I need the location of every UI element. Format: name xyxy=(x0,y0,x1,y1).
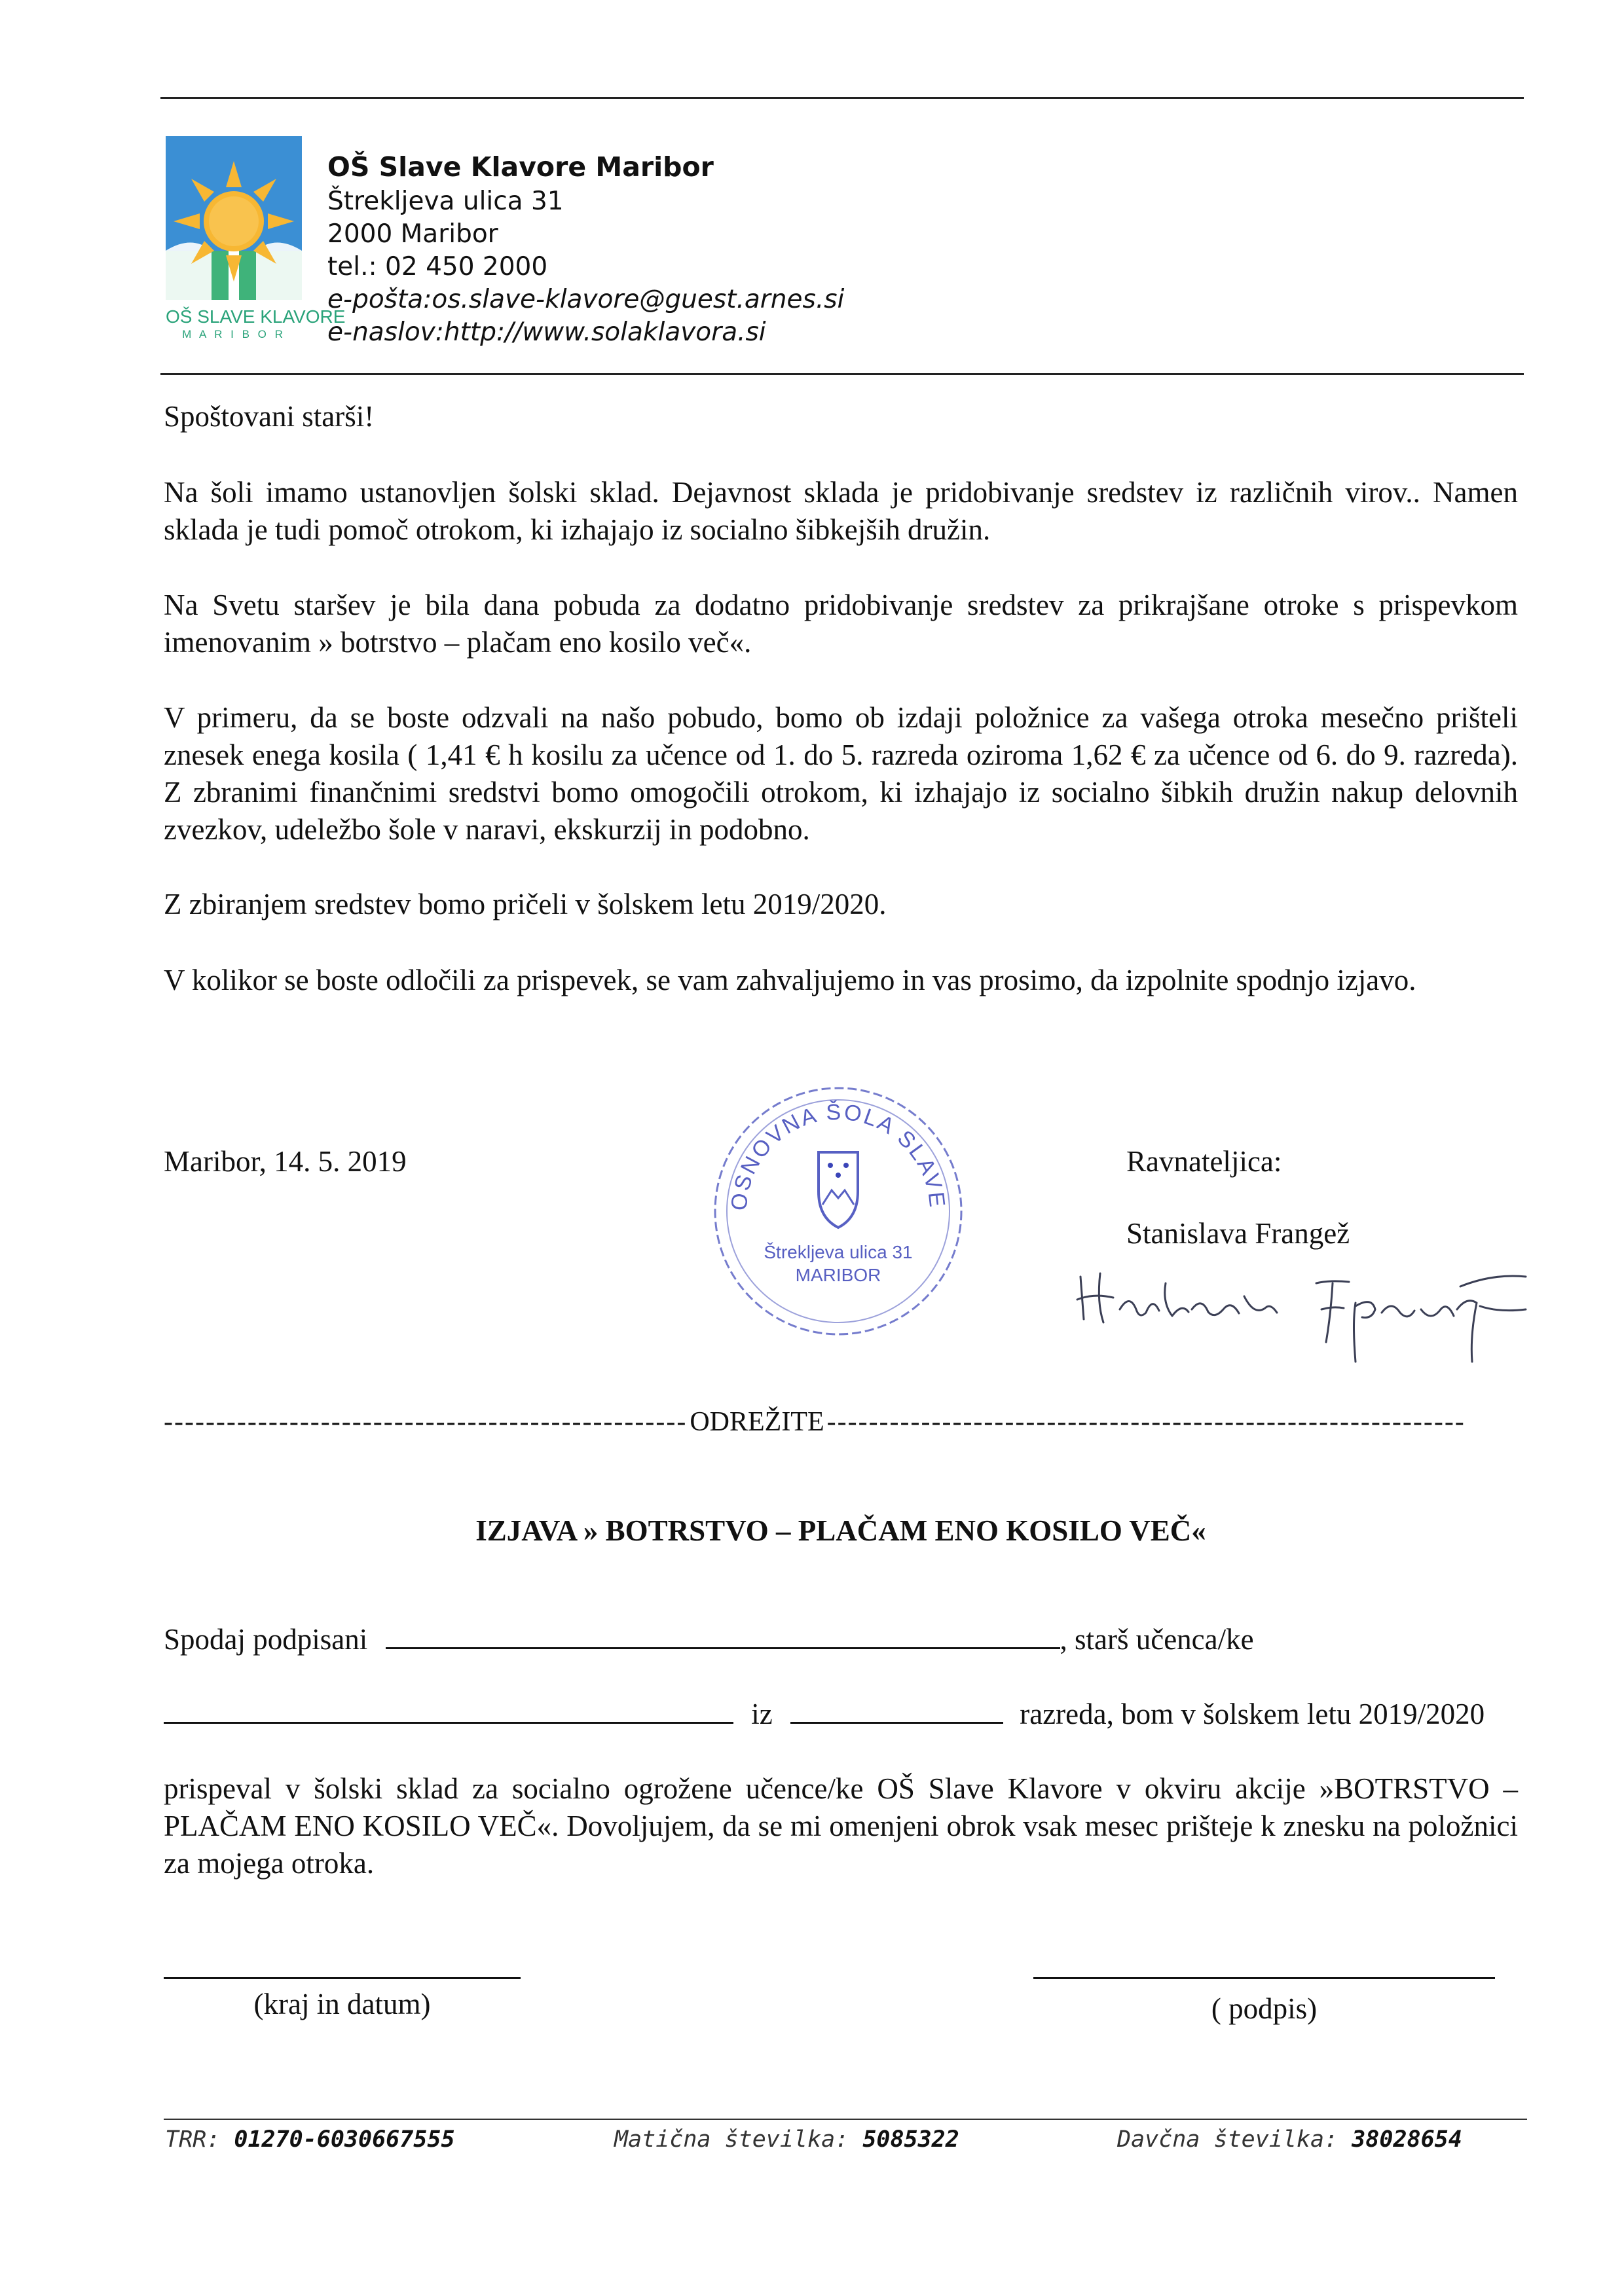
letter-paragraph: Z zbiranjem sredstev bomo pričeli v šolskem letu 2019/2020. xyxy=(164,888,887,920)
footer-tax-number xyxy=(1117,2126,1462,2153)
signature-field[interactable] xyxy=(1033,1977,1495,1979)
student-name-field[interactable] xyxy=(164,1697,733,1724)
class-field[interactable] xyxy=(790,1697,1003,1724)
letter-paragraph: Na Svetu staršev je bila dana pobuda za dodatno pridobivanje sredstev za prikrajšane otroke s prispevkom imenovanim » botrstvo – plačam eno kosilo več«. xyxy=(164,589,1518,659)
school-email: e-pošta:os.slave-klavore@guest.arnes.si xyxy=(327,285,845,314)
school-website: e-naslov:http://www.solaklavora.si xyxy=(327,318,766,347)
logo-text-city: M A R I B O R xyxy=(182,328,286,340)
footer-bank-account xyxy=(165,2126,455,2153)
statement-title: IZJAVA » BOTRSTVO – PLAČAM ENO KOSILO VEČ« xyxy=(475,1514,1206,1547)
letter-paragraph: Na šoli imamo ustanovljen šolski sklad. Dejavnost sklada je pridobivanje sredstev iz različnih virov.. Namen sklada je tudi pomoč otrokom, ki izhajajo iz socialno šibkejših družin. xyxy=(164,476,1518,546)
class-of-label: iz xyxy=(751,1698,773,1730)
stamp-seal-icon xyxy=(701,1074,976,1349)
statement-line-2 xyxy=(164,1697,1518,1731)
header-bottom-rule xyxy=(160,373,1524,375)
stamp-street: Štrekljeva ulica 31 xyxy=(764,1242,913,1262)
tax-label: Davčna številka: xyxy=(1117,2126,1338,2153)
greeting: Spoštovani starši! xyxy=(164,400,375,433)
school-stamp xyxy=(701,1074,976,1349)
handwritten-signature xyxy=(1074,1257,1532,1368)
signature-scribble-icon xyxy=(1074,1257,1532,1368)
signatory-name: Stanislava Frangež xyxy=(1126,1217,1350,1250)
statement-line-1 xyxy=(164,1622,1518,1656)
footer-registration-number xyxy=(614,2126,959,2153)
signatory-title: Ravnateljica: xyxy=(1126,1145,1282,1178)
signer-label: Spodaj podpisani xyxy=(164,1623,368,1656)
school-street: Štrekljeva ulica 31 xyxy=(327,187,564,216)
reg-value: 5085322 xyxy=(862,2126,959,2153)
header-top-rule xyxy=(160,97,1524,99)
cut-dashes-left: -------------------------------------------------- xyxy=(164,1407,688,1437)
signature-label: ( podpis) xyxy=(1211,1992,1318,2025)
place-date-field[interactable] xyxy=(164,1977,521,1979)
parent-of-label: , starš učenca/ke xyxy=(1060,1623,1254,1656)
reg-label: Matična številka: xyxy=(614,2126,849,2153)
letter-paragraph: V kolikor se boste odločili za prispevek, se vam zahvaljujemo in vas prosimo, da izpolnite spodnjo izjavo. xyxy=(164,964,1416,996)
letter-place-date: Maribor, 14. 5. 2019 xyxy=(164,1145,407,1178)
trr-value: 01270-6030667555 xyxy=(234,2126,455,2153)
svg-text:OSNOVNA ŠOLA SLAVE KLAVORE MAR: OSNOVNA ŠOLA SLAVE xyxy=(726,1099,950,1212)
school-name: OŠ Slave Klavore Maribor xyxy=(327,151,714,183)
footer-rule xyxy=(164,2119,1527,2120)
logo-text-school: OŠ SLAVE KLAVORE xyxy=(166,306,346,327)
cut-line xyxy=(164,1406,1518,1438)
school-phone: tel.: 02 450 2000 xyxy=(327,252,548,282)
school-city: 2000 Maribor xyxy=(327,219,498,249)
trr-label: TRR: xyxy=(165,2126,221,2153)
stamp-city: MARIBOR xyxy=(795,1265,881,1285)
cut-dashes-right: ------------------------------------------------------------- xyxy=(826,1407,1466,1437)
cut-label: ODREŽITE xyxy=(690,1407,824,1437)
tax-value: 38028654 xyxy=(1352,2126,1462,2153)
letter-paragraph: V primeru, da se boste odzvali na našo pobudo, bomo ob izdaji položnice za vašega otroka mesečno prišteli znesek enega kosila ( 1,41 € h kosilu za učence od 1. do 5. razreda oziroma 1,62 € za učence od 6. do 9. razreda). Z zbranimi finančnimi sredstvi bomo omogočili otrokom, ki izhajajo iz socialno šibkih družin nakup delovnih zvezkov, udeležbo šole v naravi, ekskurzij in podobno. xyxy=(164,701,1518,846)
place-date-label: (kraj in datum) xyxy=(253,1988,431,2020)
school-logo xyxy=(166,136,346,346)
school-year-label: razreda, bom v šolskem letu 2019/2020 xyxy=(1020,1698,1485,1730)
parent-name-field[interactable] xyxy=(386,1622,1060,1649)
statement-body: prispeval v šolski sklad za socialno ogrožene učence/ke OŠ Slave Klavore v okviru akcije »BOTRSTVO – PLAČAM ENO KOSILO VEČ«. Dovoljujem, da se mi omenjeni obrok vsak mesec prišteje k znesku na položnici za mojega otroka. xyxy=(164,1772,1518,1880)
